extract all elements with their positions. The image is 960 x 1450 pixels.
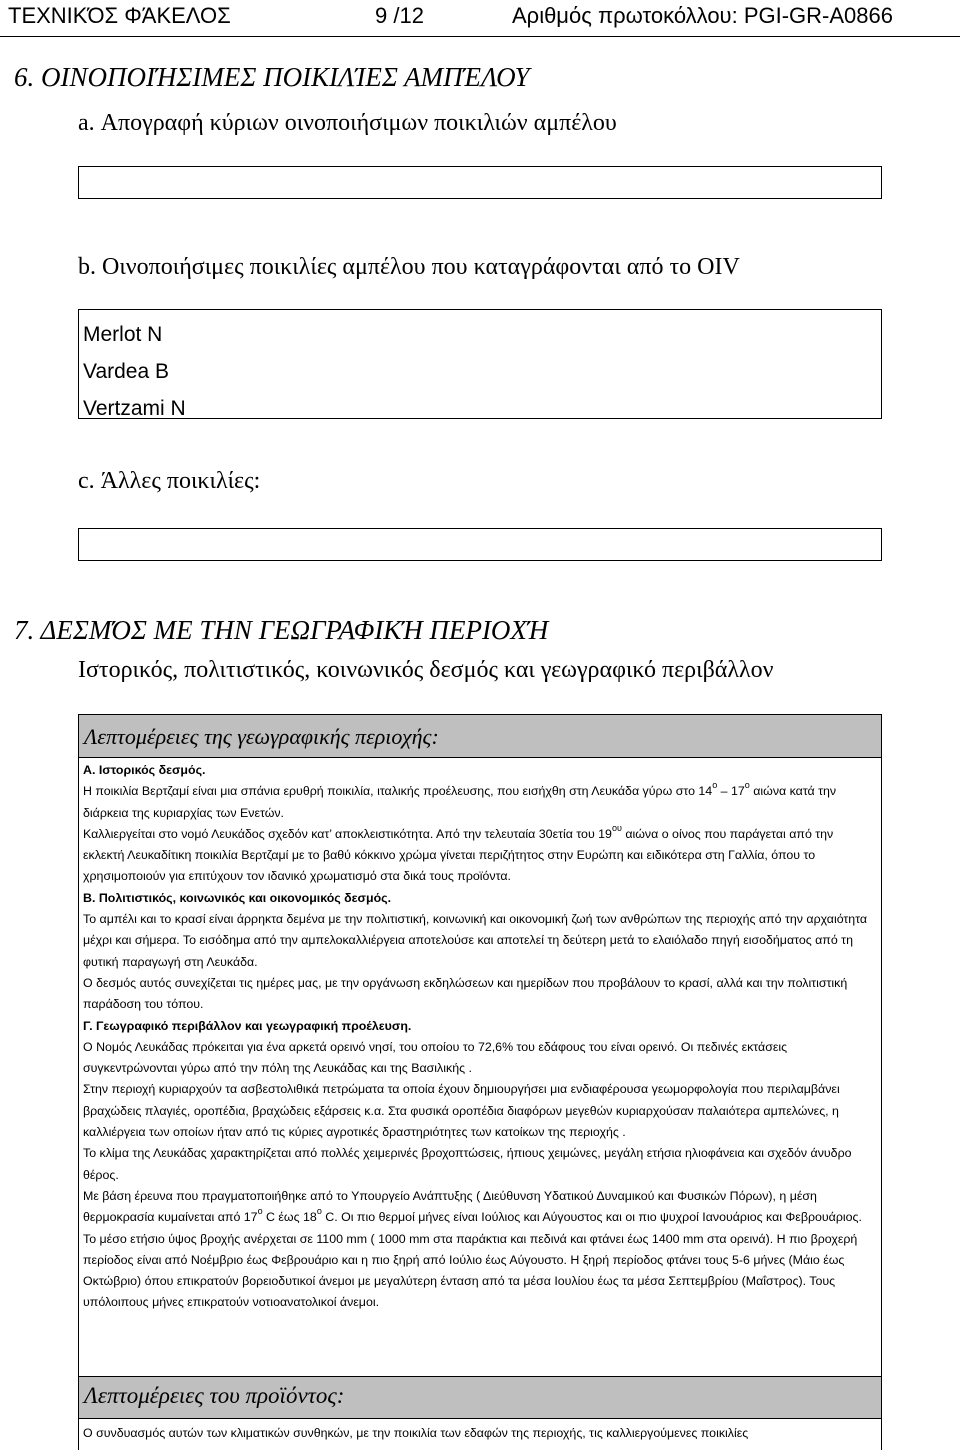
oiv-varieties-box bbox=[78, 309, 882, 419]
paragraph: Ο Νομός Λευκάδας πρόκειται για ένα αρκετά ορεινό νησί, του οποίου το 72,6% του εδάφους του είναι ορεινό. Οι πεδινές εκτάσεις συγκεντρώνονται γύρω από την πόλη της Λευκάδας και της Βασιλικής . bbox=[83, 1039, 788, 1076]
protocol-number: Αριθμός πρωτοκόλλου: PGI-GR-A0866 bbox=[512, 3, 893, 28]
section-6-title: 6. ΟΙΝΟΠΟΙΉΣΙΜΕΣ ΠΟΙΚΙΛΊΕΣ ΑΜΠΈΛΟΥ bbox=[14, 62, 530, 92]
section-6a-heading: a. Απογραφή κύριων οινοποιήσιμων ποικιλιών αμπέλου bbox=[78, 110, 617, 136]
section-7-subtitle: Ιστορικός, πολιτιστικός, κοινωνικός δεσμός και γεωγραφικό περιβάλλον bbox=[78, 657, 774, 683]
section-6b-heading: b. Οινοποιήσιμες ποικιλίες αμπέλου που καταγράφονται από το OIV bbox=[78, 254, 740, 280]
paragraph: Το αμπέλι και το κρασί είναι άρρηκτα δεμένα με την πολιτιστική, κοινωνική και οικονομική ζωή των ανθρώπων της περιοχής από την αρχαιότητα μέχρι και σήμερα. Το εισόδημα από την αμπελοκαλλιέργεια αποτελούσε και αποτελεί τη δεύτερη μετά το ελαιόλαδο πηγή εισοδήματος από τη φυτική παραγωγή στη Λευκάδα. bbox=[83, 912, 868, 969]
geographic-area-details bbox=[78, 714, 882, 1386]
main-varieties-box bbox=[78, 166, 882, 199]
variety-item: Vardea B bbox=[83, 360, 169, 383]
page-number: 9 /12 bbox=[375, 3, 424, 28]
other-varieties-box bbox=[78, 528, 882, 561]
product-details bbox=[78, 1376, 882, 1450]
historical-link-heading: Α. Ιστορικός δεσμός. bbox=[83, 763, 206, 777]
section-7-title: 7. ΔΕΣΜΌΣ ΜΕ ΤΗΝ ΓΕΩΓΡΑΦΙΚΉ ΠΕΡΙΟΧΉ bbox=[14, 615, 549, 645]
paragraph: Ο δεσμός αυτός συνεχίζεται τις ημέρες μας, με την οργάνωση εκδηλώσεων και ημερίδων που προβάλουν το κρασί, αλλά και την πολιτιστική παράδοση του τόπου. bbox=[83, 975, 848, 1012]
paragraph: Η ποικιλία Βερτζαμί είναι μια σπάνια ερυθρή ποικιλία, ιταλικής προέλευσης, που εισήχθη στη Λευκάδα γύρω στο $14^o - 17^o$ αιώνα κατά την διάρκεια της κυριαρχίας των Ενετών. bbox=[83, 780, 837, 820]
document-title: ΤΕΧΝΙΚΌΣ ΦΆΚΕΛΟΣ bbox=[8, 3, 231, 28]
geographic-environment-heading: Γ. Γεωγραφικό περιβάλλον και γεωγραφική προέλευση. bbox=[83, 1018, 412, 1033]
paragraph: Με βάση έρευνα που πραγματοποιήθηκε από το Υπουργείο Ανάπτυξης ( Διεύθυνση Υδατικού Δυναμικού και Φυσικών Πόρων), η μέση θερμοκρασία κυμαίνεται από $17^o$ C έως $18^o$ C. Οι πιο θερμοί μήνες είναι Ιούλιος και Αύγουστος και οι πιο ψυχροί Ιανουάριος και Φεβρουάριος. Το μέσο ετήσιο ύψος βροχής ανέρχεται σε 1100 mm ( 1000 mm στα παράκτια και πεδινά και φτάνει έως 1400 mm στα ορεινά). Η πιο βροχερή περίοδος είναι από Νοέμβριο έως Φεβρουάριο και η πιο ξηρή από Ιούλιο έως Αύγουστο. Η ξηρή περίοδος φτάνει τους 5-6 μήνες (Μάιο έως Οκτώβριο) όπου επικρατούν βορειοδυτικοί άνεμοι με μεγαλύτερη ένταση από τα μέσα Ιουλίου έως τα μέσα Σεπτεμβρίου (Μαΐστρος). Τους υπόλοιπους μήνες επικρατούν νοτιοανατολικοί άνεμοι. bbox=[83, 1188, 862, 1310]
product-details-header: Λεπτομέρειες του προϊόντος: bbox=[79, 1377, 881, 1419]
paragraph: Το κλίμα της Λευκάδας χαρακτηρίζεται από πολλές χειμερινές βροχοπτώσεις, ήπιους χειμώνες, μεγάλη ετήσια ηλιοφάνεια και σχεδόν άνυδρο θέρος. bbox=[83, 1146, 852, 1182]
geographic-area-body bbox=[79, 758, 881, 1316]
page-header bbox=[0, 0, 960, 37]
section-6c-heading: c. Άλλες ποικιλίες: bbox=[78, 468, 261, 494]
product-details-text: Ο συνδυασμός αυτών των κλιματικών συνθηκών, με την ποικιλία των εδαφών της περιοχής, τις καλλιεργούμενες ποικιλίες bbox=[83, 1426, 749, 1440]
paragraph: Καλλιεργείται στο νομό Λευκάδος σχεδόν κατ’ αποκλειστικότητα. Από την τελευταία 30ετία του $19^{o\upsilon}$ αιώνα ο οίνος που παράγεται από την εκλεκτή Λευκαδίτικη ποικιλία Βερτζαμί με το βαθύ κόκκινο χρώμα γίνεται περιζήτητος στην Ευρώπη και ειδικότερα στη Γαλλία, όπου το χρησιμοποιούν για επιτύχουν τον ιδανικό χρωματισμό στα δικά τους προϊόντα. bbox=[83, 822, 834, 884]
cultural-link-heading: Β. Πολιτιστικός, κοινωνικός και οικονομικός δεσμός. bbox=[83, 890, 392, 905]
geographic-area-header: Λεπτομέρειες της γεωγραφικής περιοχής: bbox=[79, 715, 881, 758]
variety-item: Vertzami N bbox=[83, 397, 186, 420]
variety-item: Merlot N bbox=[83, 323, 163, 346]
paragraph: Στην περιοχή κυριαρχούν τα ασβεστολιθικά πετρώματα τα οποία έχουν δημιουργήσει μια ενδιαφέρουσα γεωμορφολογία που περιλαμβάνει βραχώδεις πλαγιές, οροπέδια, βραχώδεις εξάρσεις κ.α. Στα φυσικά οροπέδια διαφόρων μεγεθών κυριαρχούσαν παλαιότερα αμπελώνες, η καλλιέργεια των οποίων ήταν από τις κύριες αγροτικές δραστηριότητες των κατοίκων της περιοχής . bbox=[83, 1082, 840, 1140]
